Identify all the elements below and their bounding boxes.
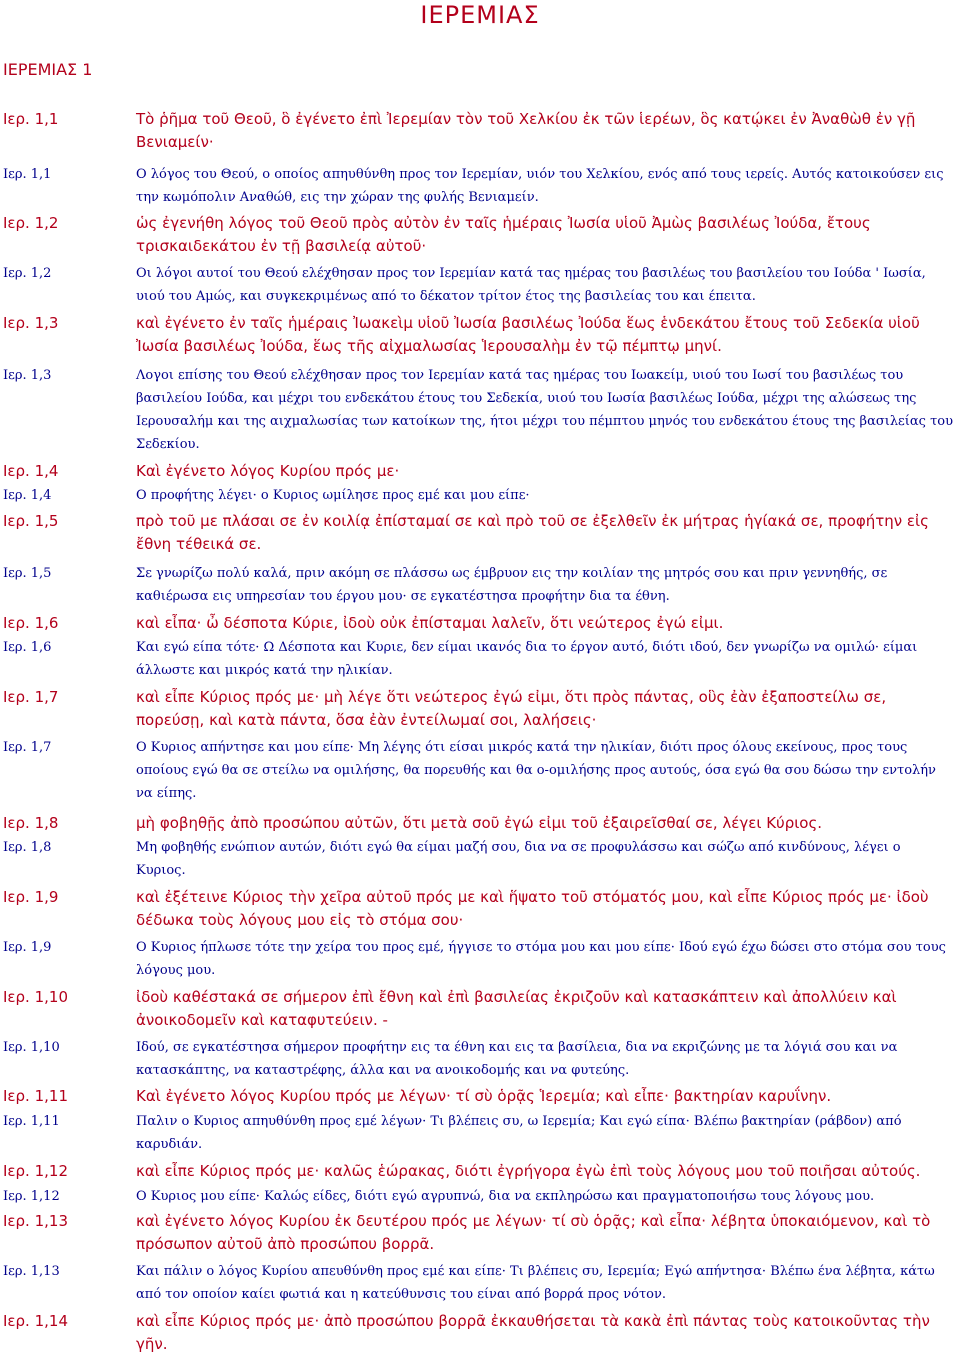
verse-reference: Ιερ. 1,2 [3,214,59,232]
verse-text: Παλιν ο Κυριος απηυθύνθη προς εμέ λέγων· Τι βλέπεις συ, ω Ιερεμία; Και εγώ είπα· Βλέπω βακτηρίαν (ράβδον) από καρυδιάν. [136,1114,902,1152]
verse-reference: Ιερ. 1,1 [3,110,59,128]
verse-text: Ο λόγος του Θεού, ο οποίος απηυθύνθη προς τον Ιερεμίαν, υιόν του Χελκίου, ενός από τους ιερείς. Αυτός κατοικούσεν εις την κωμόπολιν Αναθώθ, εις την χώραν της φυλής Βενιαμείν. [136,167,944,205]
verse-reference: Ιερ. 1,11 [3,1087,68,1105]
verse-text: καὶ εἶπε Κύριος πρός με· καλῶς ἑώρακας, διότι ἐγρήγορα ἐγὼ ἐπὶ τοὺς λόγους μου τοῦ ποιῆσαι αὐτούς. [136,1162,921,1180]
verse-text: Τὸ ῥῆμα τοῦ Θεοῦ, ὃ ἐγένετο ἐπὶ Ἰερεμίαν τὸν τοῦ Χελκίου ἐκ τῶν ἱερέων, ὃς κατῴκει ἐν Ἀναθὼθ ἐν γῇ Βενιαμείν· [136,110,916,151]
verse-text: καὶ ἐξέτεινε Κύριος τὴν χεῖρα αὐτοῦ πρός με καὶ ἥψατο τοῦ στόματός μου, καὶ εἶπε Κύριος πρός με· ἰδοὺ δέδωκα τοὺς λόγους μου εἰς τὸ στόμα σου· [136,888,929,929]
verse-text: Και εγώ είπα τότε· Ω Δέσποτα και Κυριε, δεν είμαι ικανός δια το έργον αυτό, διότι ιδού, δεν γνωρίζω να ομιλώ· είμαι άλλωστε και μικρός κατά την ηλικίαν. [136,640,918,678]
chapter-heading: ΙΕΡΕΜΙΑΣ 1 [3,60,93,79]
verse-reference: Ιερ. 1,14 [3,1312,68,1330]
verse-text: Μη φοβηθής ενώπιον αυτών, διότι εγώ θα είμαι μαζή σου, δια να σε προφυλάσσω και σώζω από κινδύνους, λέγει ο Κυριος. [136,840,901,878]
verse-reference: Ιερ. 1,8 [3,814,59,832]
verse-text: πρὸ τοῦ με πλάσαι σε ἐν κοιλίᾳ ἐπίσταμαί σε καὶ πρὸ τοῦ σε ἐξελθεῖν ἐκ μήτρας ἡγίακά σε, προφήτην εἰς ἔθνη τέθεικά σε. [136,512,929,553]
verse-text: Σε γνωρίζω πολύ καλά, πριν ακόμη σε πλάσσω ως έμβρυον εις την κοιλίαν της μητρός σου και πριν γεννηθής, σε καθιέρωσα εις υπηρεσίαν του έργου μου· σε εγκατέστησα προφήτην δια τα έθνη. [136,566,888,604]
verse-reference: Ιερ. 1,11 [3,1114,60,1129]
verse-reference: Ιερ. 1,10 [3,1040,60,1055]
verse-text: καὶ εἶπε Κύριος πρός με· μὴ λέγε ὅτι νεώτερος ἐγώ εἰμι, ὅτι πρὸς πάντας, οὓς ἐὰν ἐξαποστείλω σε, πορεύσῃ, καὶ κατὰ πάντα, ὅσα ἐὰν ἐντείλωμαί σοι, λαλήσεις· [136,688,887,729]
verse-text: Και πάλιν ο λόγος Κυρίου απευθύνθη προς εμέ και είπε· Τι βλέπεις συ, Ιερεμία; Εγώ απήντησα· Βλέπω ένα λέβητα, κάτω από τον οποίον καίει φωτιά και η κατεύθυνσις του είναι από βορρά προς νότον. [136,1264,935,1302]
verse-text: Ο προφήτης λέγει· ο Κυριος ωμίλησε προς εμέ και μου είπε· [136,488,530,503]
verse-reference: Ιερ. 1,7 [3,740,52,755]
verse-text: καὶ ἐγένετο ἐν ταῖς ἡμέραις Ἰωακεὶμ υἱοῦ Ἰωσία βασιλέως Ἰούδα ἕως ἑνδεκάτου ἔτους τοῦ Σεδεκία υἱοῦ Ἰωσία βασιλέως Ἰούδα, ἕως τῆς αἰχμαλωσίας Ἱερουσαλὴμ ἐν τῷ πέμπτῳ μηνί. [136,314,920,355]
verse-reference: Ιερ. 1,9 [3,888,59,906]
verse-text: μὴ φοβηθῇς ἀπὸ προσώπου αὐτῶν, ὅτι μετὰ σοῦ ἐγώ εἰμι τοῦ ἐξαιρεῖσθαί σε, λέγει Κύριος. [136,814,823,832]
verse-reference: Ιερ. 1,5 [3,566,52,581]
verse-text: Καὶ ἐγένετο λόγος Κυρίου πρός με λέγων· τί σὺ ὁρᾷς Ἱερεμία; καὶ εἶπε· βακτηρίαν καρυΐνην. [136,1087,832,1105]
verse-text: καὶ εἶπα· ὦ δέσποτα Κύριε, ἰδοὺ οὐκ ἐπίσταμαι λαλεῖν, ὅτι νεώτερος ἐγώ εἰμι. [136,614,724,632]
verse-reference: Ιερ. 1,4 [3,462,59,480]
verse-reference: Ιερ. 1,8 [3,840,52,855]
verse-reference: Ιερ. 1,13 [3,1264,60,1279]
verse-reference: Ιερ. 1,7 [3,688,59,706]
verse-reference: Ιερ. 1,12 [3,1189,60,1204]
verse-reference: Ιερ. 1,13 [3,1212,68,1230]
verse-reference: Ιερ. 1,5 [3,512,59,530]
verse-reference: Ιερ. 1,4 [3,488,52,503]
verse-reference: Ιερ. 1,6 [3,640,52,655]
verse-text: Καὶ ἐγένετο λόγος Κυρίου πρός με· [136,462,400,480]
book-title: ΙΕΡΕΜΙΑΣ [420,1,540,29]
verse-text: ἰδοὺ καθέστακά σε σήμερον ἐπὶ ἔθνη καὶ ἐπὶ βασιλείας ἐκριζοῦν καὶ κατασκάπτειν καὶ ἀπολλύειν καὶ ἀνοικοδομεῖν καὶ καταφυτεύειν. - [136,988,897,1029]
verse-reference: Ιερ. 1,3 [3,314,59,332]
verse-reference: Ιερ. 1,9 [3,940,52,955]
verse-reference: Ιερ. 1,3 [3,368,52,383]
verse-text: ὡς ἐγενήθη λόγος τοῦ Θεοῦ πρὸς αὐτὸν ἐν ταῖς ἡμέραις Ἰωσία υἱοῦ Ἀμὼς βασιλέως Ἰούδα, ἔτους τρισκαιδεκάτου ἐν τῇ βασιλείᾳ αὐτοῦ· [136,214,871,255]
verse-text: Οι λόγοι αυτοί του Θεού ελέχθησαν προς τον Ιερεμίαν κατά τας ημέρας του βασιλέως του βασιλείου του Ιούδα ' Ιωσία, υιού του Αμώς, και συγκεκριμένως από το δέκατον τρίτον έτος της βασιλείας του και έπειτα. [136,266,926,304]
verse-text: Ο Κυριος ήπλωσε τότε την χείρα του προς εμέ, ήγγισε το στόμα μου και μου είπε· Ιδού εγώ έχω δώσει στο στόμα σου τους λόγους μου. [136,940,946,978]
verse-reference: Ιερ. 1,2 [3,266,52,281]
verse-reference: Ιερ. 1,6 [3,614,59,632]
verse-text: καὶ ἐγένετο λόγος Κυρίου ἐκ δευτέρου πρός με λέγων· τί σὺ ὁρᾷς; καὶ εἶπα· λέβητα ὑποκαιόμενον, καὶ τὸ πρόσωπον αὐτοῦ ἀπὸ προσώπου βορρᾶ. [136,1212,931,1253]
verse-reference: Ιερ. 1,12 [3,1162,68,1180]
verse-text: Ο Κυριος μου είπε· Καλώς είδες, διότι εγώ αγρυπνώ, δια να εκπληρώσω και πραγματοποιήσω τους λόγους μου. [136,1189,875,1204]
verse-text: Λογοι επίσης του Θεού ελέχθησαν προς τον Ιερεμίαν κατά τας ημέρας του Ιωακείμ, υιού του Ιωσί του βασιλέως του βασιλείου Ιούδα, και μέχρι του ενδεκάτου έτους του Σεδεκία, υιού του Ιωσία βασιλέως Ιούδα, μέχρι της αλώσεως της Ιερουσαλήμ και της αιχμαλωσίας των κατοίκων της, ήτοι μέχρι του πέμπτου μηνός του ενδεκάτου έτους της βασιλείας του Σεδεκίου. [136,368,954,452]
verse-reference: Ιερ. 1,1 [3,167,52,182]
verse-text: καὶ εἶπε Κύριος πρός με· ἀπὸ προσώπου βορρᾶ ἐκκαυθήσεται τὰ κακὰ ἐπὶ πάντας τοὺς κατοικοῦντας τὴν γῆν. [136,1312,930,1353]
verse-reference: Ιερ. 1,10 [3,988,68,1006]
verse-text: Ο Κυριος απήντησε και μου είπε· Μη λέγης ότι είσαι μικρός κατά την ηλικίαν, διότι προς όλους εκείνους, προς τους οποίους εγώ θα σε στείλω να ομιλήσης, θα πορευθής και θα ο-ομιλήσης προς αυτούς, όσα εγώ θα σου δώσω την εντολήν να είπης. [136,740,936,801]
verse-text: Ιδού, σε εγκατέστησα σήμερον προφήτην εις τα έθνη και εις τα βασίλεια, δια να εκριζώνης με τα λόγιά σου και να κατασκάπτης, να καταστρέφης, άλλα και να ανοικοδομής και να φυτεύης. [136,1040,898,1078]
